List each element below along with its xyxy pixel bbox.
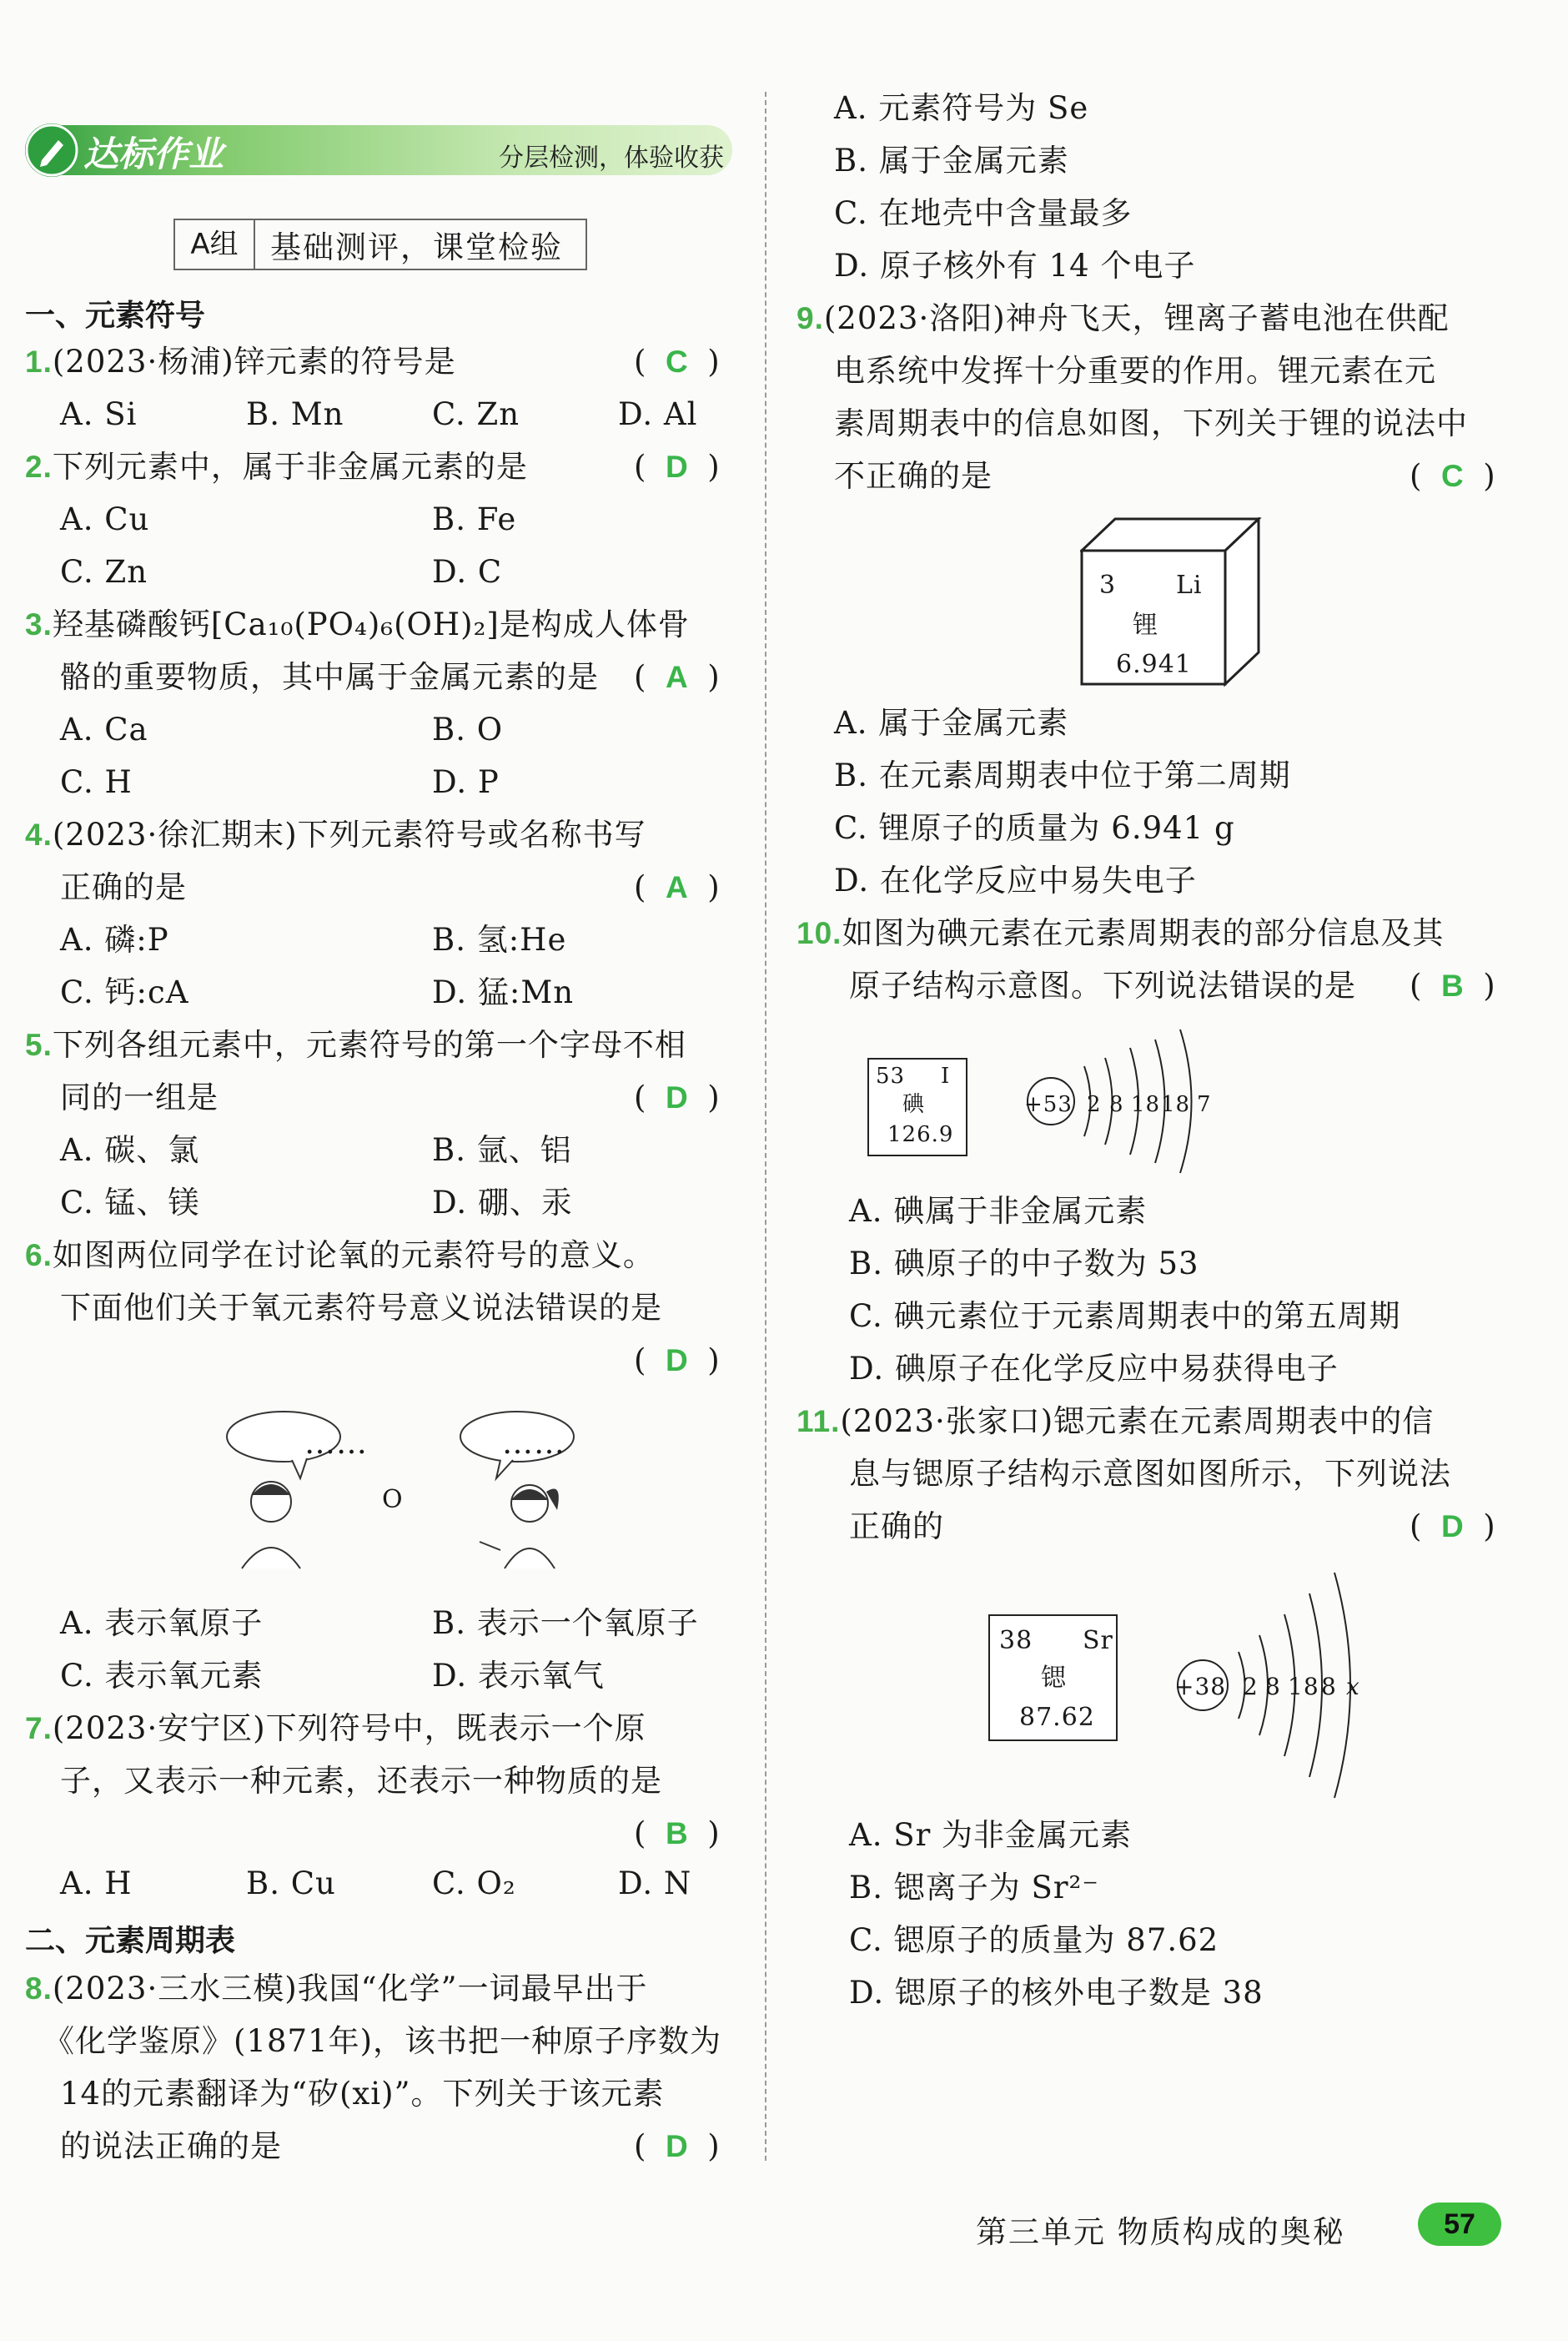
question-8-stem-1: 8.(2023·三水三模)我国“化学”一词最早出于 — [25, 1971, 648, 2006]
q1-option-c: C. Zn — [432, 396, 520, 432]
question-8-stem-2: 《化学鉴原》(1871年)，该书把一种原子序数为 — [43, 2023, 722, 2059]
q10-option-d: D. 碘原子在化学反应中易获得电子 — [849, 1351, 1339, 1387]
li-atomic-number: 3 — [1099, 571, 1117, 600]
sr-shell-2: 8 — [1265, 1673, 1281, 1700]
i-name: 碘 — [902, 1092, 926, 1117]
q2-option-c: C. Zn — [60, 554, 148, 590]
q4-option-b: B. 氢:He — [432, 922, 567, 958]
q3-option-c: C. H — [60, 764, 133, 800]
banner-title: 达标作业 — [83, 133, 224, 174]
q11-option-a: A. Sr 为非金属元素 — [849, 1817, 1133, 1853]
question-3-stem-2: 骼的重要物质，其中属于金属元素的是 — [60, 659, 599, 695]
bubble-left-text: …… — [304, 1425, 368, 1461]
question-11-stem-3: 正确的 — [849, 1508, 944, 1544]
question-3-stem-1: 3.羟基磷酸钙[Ca₁₀(PO₄)₆(OH)₂]是构成人体骨 — [25, 607, 690, 642]
question-11-stem-2: 息与锶原子结构示意图如图所示，下列说法 — [849, 1456, 1451, 1492]
group-title: 基础测评，课堂检验 — [270, 229, 563, 265]
q3-option-a: A. Ca — [60, 712, 148, 748]
oxygen-symbol: O — [382, 1485, 404, 1514]
q3-option-b: B. O — [432, 712, 504, 748]
group-label-box — [173, 219, 587, 270]
q2-option-a: A. Cu — [60, 501, 150, 537]
q3-option-d: D. P — [432, 764, 500, 800]
q6-option-d: D. 表示氧气 — [432, 1658, 605, 1694]
question-9-stem-2: 电系统中发挥十分重要的作用。锂元素在元 — [834, 353, 1436, 389]
question-10-answer: ( B ) — [1410, 968, 1495, 1004]
q4-option-a: A. 磷:P — [60, 922, 169, 958]
question-11-stem-1: 11.(2023·张家口)锶元素在元素周期表中的信 — [797, 1403, 1435, 1439]
question-5-stem-2: 同的一组是 — [60, 1080, 219, 1115]
pencil-icon — [25, 123, 78, 177]
sr-mass: 87.62 — [1019, 1703, 1095, 1732]
q8-option-c: C. 在地壳中含量最多 — [834, 195, 1133, 231]
question-6-stem-1: 6.如图两位同学在讨论氧的元素符号的意义。 — [25, 1237, 655, 1273]
q9-option-b: B. 在元素周期表中位于第二周期 — [834, 758, 1291, 793]
sr-symbol: Sr — [1083, 1626, 1113, 1655]
q6-option-b: B. 表示一个氧原子 — [432, 1605, 699, 1641]
question-9-answer: ( C ) — [1410, 458, 1495, 494]
q6-option-a: A. 表示氧原子 — [60, 1605, 264, 1641]
i-nucleus: +53 — [1024, 1092, 1073, 1117]
i-shell-4: 18 — [1161, 1092, 1191, 1117]
i-symbol: I — [941, 1064, 951, 1089]
question-1-stem: 1.(2023·杨浦)锌元素的符号是 — [25, 344, 456, 380]
q9-option-c: C. 锂原子的质量为 6.941 g — [834, 810, 1235, 846]
li-name: 锂 — [1133, 611, 1158, 640]
question-2-stem: 2.下列元素中，属于非金属元素的是 — [25, 449, 528, 485]
sr-shell-1: 2 — [1243, 1673, 1259, 1700]
question-7-stem-1: 7.(2023·安宁区)下列符号中，既表示一个原 — [25, 1710, 646, 1746]
bubble-right-text: …… — [502, 1425, 565, 1461]
question-9-stem-1: 9.(2023·洛阳)神舟飞天，锂离子蓄电池在供配 — [797, 300, 1450, 336]
q1-option-b: B. Mn — [246, 396, 344, 432]
unit-title: 第三单元 物质构成的奥秘 — [976, 2214, 1345, 2250]
question-1-answer: ( C ) — [634, 344, 720, 380]
li-symbol: Li — [1176, 571, 1203, 600]
q7-option-c: C. O₂ — [432, 1865, 516, 1901]
q7-option-a: A. H — [60, 1865, 133, 1901]
q8-option-a: A. 元素符号为 Se — [834, 90, 1089, 126]
sr-name: 锶 — [1041, 1664, 1067, 1693]
page-number: 57 — [1418, 2203, 1501, 2246]
section-heading-1: 一、元素符号 — [25, 299, 206, 333]
banner-subtitle: 分层检测，体验收获 — [499, 143, 724, 173]
i-shell-1: 2 — [1087, 1092, 1102, 1117]
li-mass: 6.941 — [1116, 650, 1192, 679]
i-shell-5: 7 — [1197, 1092, 1212, 1117]
question-7-answer: ( B ) — [634, 1815, 720, 1851]
section-heading-2: 二、元素周期表 — [25, 1924, 236, 1958]
question-3-answer: ( A ) — [634, 659, 720, 695]
sr-shell-5: x — [1346, 1673, 1360, 1700]
q5-option-c: C. 锰、镁 — [60, 1185, 200, 1221]
q4-option-d: D. 猛:Mn — [432, 974, 575, 1010]
q10-option-a: A. 碘属于非金属元素 — [849, 1193, 1148, 1229]
question-5-answer: ( D ) — [634, 1080, 720, 1115]
sr-shell-4: 8 — [1321, 1673, 1337, 1700]
q10-option-b: B. 碘原子的中子数为 53 — [849, 1246, 1199, 1281]
i-mass: 126.9 — [887, 1122, 954, 1147]
q1-option-d: D. Al — [618, 396, 698, 432]
question-8-stem-3: 14的元素翻译为“矽(xi)”。下列关于该元素 — [60, 2076, 665, 2112]
q11-option-c: C. 锶原子的质量为 87.62 — [849, 1922, 1219, 1958]
question-2-answer: ( D ) — [634, 449, 720, 485]
q2-option-d: D. C — [432, 554, 503, 590]
q5-option-b: B. 氩、铝 — [432, 1132, 572, 1168]
question-6-answer: ( D ) — [634, 1342, 720, 1378]
i-shell-2: 8 — [1109, 1092, 1124, 1117]
question-10-stem-1: 10.如图为碘元素在元素周期表的部分信息及其 — [797, 915, 1445, 951]
sr-atomic-number: 38 — [999, 1626, 1033, 1655]
q7-option-b: B. Cu — [246, 1865, 336, 1901]
group-label: A组 — [175, 220, 255, 269]
q4-option-c: C. 钙:cA — [60, 974, 189, 1010]
question-10-stem-2: 原子结构示意图。下列说法错误的是 — [849, 968, 1356, 1004]
question-4-answer: ( A ) — [634, 869, 720, 905]
question-5-stem-1: 5.下列各组元素中，元素符号的第一个字母不相 — [25, 1027, 686, 1063]
q5-option-d: D. 硼、汞 — [432, 1185, 573, 1221]
q10-option-c: C. 碘元素位于元素周期表中的第五周期 — [849, 1298, 1401, 1334]
question-6-stem-2: 下面他们关于氧元素符号意义说法错误的是 — [60, 1290, 662, 1326]
question-8-answer: ( D ) — [634, 2128, 720, 2164]
question-8-stem-4: 的说法正确的是 — [60, 2128, 282, 2164]
q11-option-b: B. 锶离子为 Sr²⁻ — [849, 1870, 1099, 1906]
q8-option-d: D. 原子核外有 14 个电子 — [834, 248, 1196, 284]
q7-option-d: D. N — [618, 1865, 692, 1901]
question-7-stem-2: 子，又表示一种元素，还表示一种物质的是 — [60, 1763, 662, 1799]
q5-option-a: A. 碳、氯 — [60, 1132, 200, 1168]
column-divider — [765, 92, 766, 2161]
question-4-stem-1: 4.(2023·徐汇期末)下列元素符号或名称书写 — [25, 817, 646, 853]
q1-option-a: A. Si — [60, 396, 138, 432]
question-9-stem-4: 不正确的是 — [834, 458, 993, 494]
i-atomic-number: 53 — [876, 1064, 906, 1089]
q9-option-d: D. 在化学反应中易失电子 — [834, 863, 1197, 899]
q8-option-b: B. 属于金属元素 — [834, 143, 1069, 179]
q9-option-a: A. 属于金属元素 — [834, 705, 1069, 741]
question-9-stem-3: 素周期表中的信息如图，下列关于锂的说法中 — [834, 405, 1468, 441]
q11-option-d: D. 锶原子的核外电子数是 38 — [849, 1975, 1264, 2011]
q6-option-c: C. 表示氧元素 — [60, 1658, 264, 1694]
q2-option-b: B. Fe — [432, 501, 517, 537]
i-shell-3: 18 — [1131, 1092, 1161, 1117]
sr-nucleus: +38 — [1174, 1673, 1227, 1700]
sr-shell-3: 18 — [1288, 1673, 1319, 1700]
question-11-answer: ( D ) — [1410, 1508, 1495, 1544]
question-4-stem-2: 正确的是 — [60, 869, 187, 905]
